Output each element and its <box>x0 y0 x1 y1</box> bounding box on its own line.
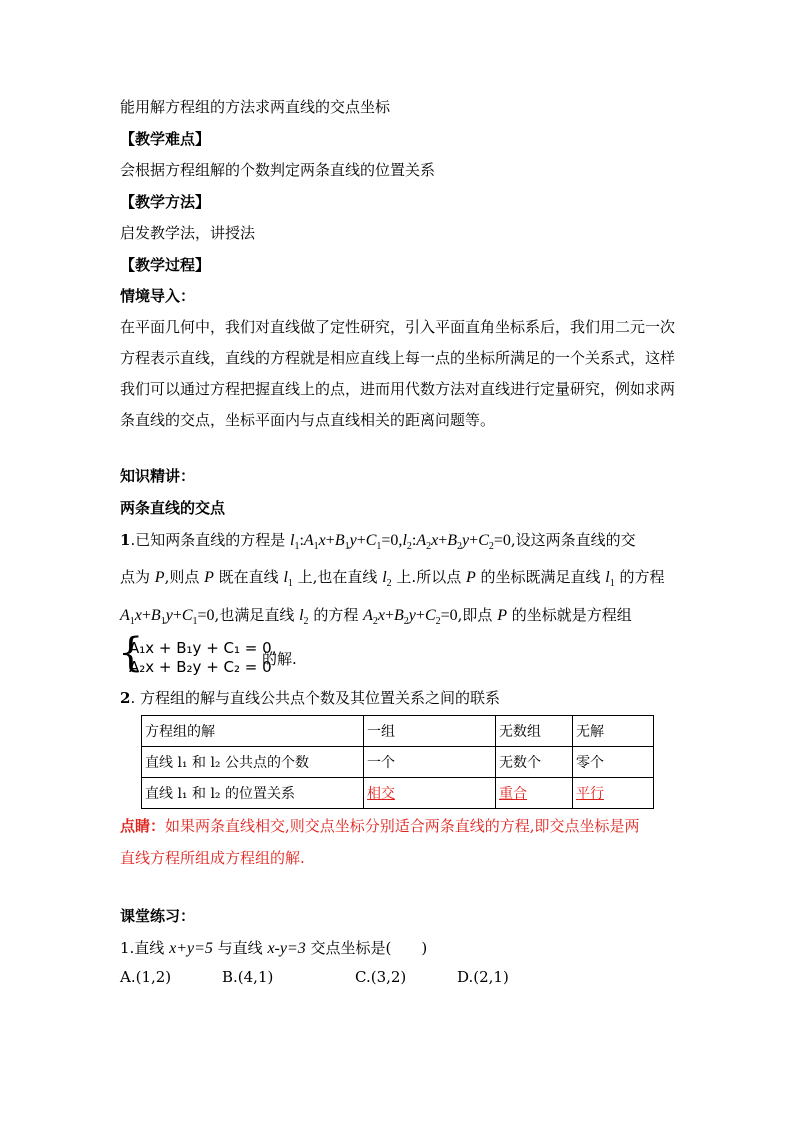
heading-method: 【教学方法】 <box>120 193 211 211</box>
text-segment: ,也满足直线 <box>214 606 300 624</box>
table-row <box>142 716 654 747</box>
table-cell: 零个 <box>573 747 654 778</box>
var-l1: $l_1$ <box>605 569 615 589</box>
point1-number: 1 <box>120 531 131 549</box>
text-segment: 的坐标就是方程组 <box>506 606 632 624</box>
point1-line3 <box>120 605 632 626</box>
var-p: P <box>465 569 476 586</box>
system-eq2: A₂x + B₂y + C₂ = 0 <box>129 658 272 676</box>
table-cell: 无解 <box>573 716 654 747</box>
text-segment: 的方程 <box>614 568 665 586</box>
table-cell: 直线 l₁ 和 l₂ 的位置关系 <box>142 778 364 809</box>
scenario-label: 情境导入： <box>120 287 196 305</box>
question-1 <box>120 938 427 959</box>
text-segment: 既在直线 <box>213 568 284 586</box>
var-p: P <box>204 569 214 586</box>
table-cell: 一个 <box>364 747 496 778</box>
question-prefix: 1.直线 <box>120 939 170 957</box>
point2-text: . 方程组的解与直线公共点个数及其位置关系之间的联系 <box>130 689 500 707</box>
table-row <box>142 778 654 809</box>
text-segment: 的方程 <box>308 606 364 624</box>
text-segment: ,即点 <box>457 606 498 624</box>
option-c: C.(3,2) <box>355 968 407 986</box>
scenario-paragraph: 在平面几何中，我们对直线做了定性研究，引入平面直角坐标系后，我们用二元一次方程表示直线，直线的方程就是相应直线上每一点的坐标所满足的一个关系式，这样我们可以通过方程把握直线上的点，进而用代数方法对直线进行定量研究，例如求两条直线的交点，坐标平面内与点直线相关的距离问题等。 <box>120 318 676 429</box>
text-segment: 的坐标既满足直线 <box>475 568 606 586</box>
text-segment: ,则点 <box>164 568 205 586</box>
table-cell-answer: 重合 <box>496 778 573 809</box>
var-p: P <box>154 569 165 586</box>
var-l2: $l_2$ <box>299 607 309 627</box>
var-l1: $l_1$ <box>283 569 293 589</box>
table-row <box>142 747 654 778</box>
intro-line: 能用解方程组的方法求两直线的交点坐标 <box>120 98 391 116</box>
method-text: 启发教学法，讲授法 <box>120 224 256 242</box>
point1-text-b: ,设这两条直线的交 <box>510 531 636 549</box>
text-segment: 上,也在直线 <box>292 568 383 586</box>
table-cell: 无数个 <box>496 747 573 778</box>
equation-l1: $A_1x+B_1y+C_1=0$ <box>120 607 215 627</box>
question-eq1: x+y=5 <box>169 940 213 957</box>
point1-line2 <box>120 567 665 588</box>
heading-process: 【教学过程】 <box>120 256 211 274</box>
option-b: B.(4,1) <box>222 968 274 986</box>
var-l2: $l_2$ <box>382 569 392 589</box>
option-d: D.(2,1) <box>457 968 509 986</box>
question-suffix: 交点坐标是( ) <box>305 939 428 957</box>
knowledge-label: 知识精讲： <box>120 467 196 485</box>
text-segment: 上.所以点 <box>391 568 466 586</box>
table-cell-answer: 平行 <box>573 778 654 809</box>
point2-line <box>120 688 500 708</box>
brace-symbol: { <box>118 630 144 676</box>
tip-line2: 直线方程所组成方程组的解. <box>120 849 305 867</box>
tip-label: 点睛： <box>120 817 166 835</box>
section-title: 两条直线的交点 <box>120 499 226 517</box>
table-cell: 直线 l₁ 和 l₂ 公共点的个数 <box>142 747 364 778</box>
heading-difficulty: 【教学难点】 <box>120 130 211 148</box>
table-cell-answer: 相交 <box>364 778 496 809</box>
point2-number: 2 <box>120 689 131 707</box>
var-p: P <box>497 607 507 624</box>
text-segment: 点为 <box>120 568 155 586</box>
table-cell: 一组 <box>364 716 496 747</box>
tip-text-1: 如果两条直线相交,则交点坐标分别适合两条直线的方程,即交点坐标是两 <box>165 817 640 835</box>
practice-label: 课堂练习： <box>120 907 196 925</box>
question-eq2: x-y=3 <box>267 940 306 957</box>
lines-equations: $l_1:A_1x+B_1y+C_1=0,l_2:A_2x+B_2y+C_2=0$ <box>289 532 511 552</box>
relation-table <box>141 715 654 809</box>
point1-line1 <box>120 530 636 551</box>
tip-line1 <box>120 816 640 836</box>
difficulty-text: 会根据方程组解的个数判定两条直线的位置关系 <box>120 161 436 179</box>
system-eq1: A₁x + B₁y + C₁ = 0, <box>129 639 277 657</box>
equation-l2: $A_2x+B_2y+C_2=0$ <box>363 607 458 627</box>
table-cell: 方程组的解 <box>142 716 364 747</box>
question-mid: 与直线 <box>212 939 268 957</box>
table-cell: 无数组 <box>496 716 573 747</box>
option-a: A.(1,2) <box>120 968 172 986</box>
point1-text-a: .已知两条直线的方程是 <box>130 531 290 549</box>
system-tail: 的解. <box>262 650 297 668</box>
